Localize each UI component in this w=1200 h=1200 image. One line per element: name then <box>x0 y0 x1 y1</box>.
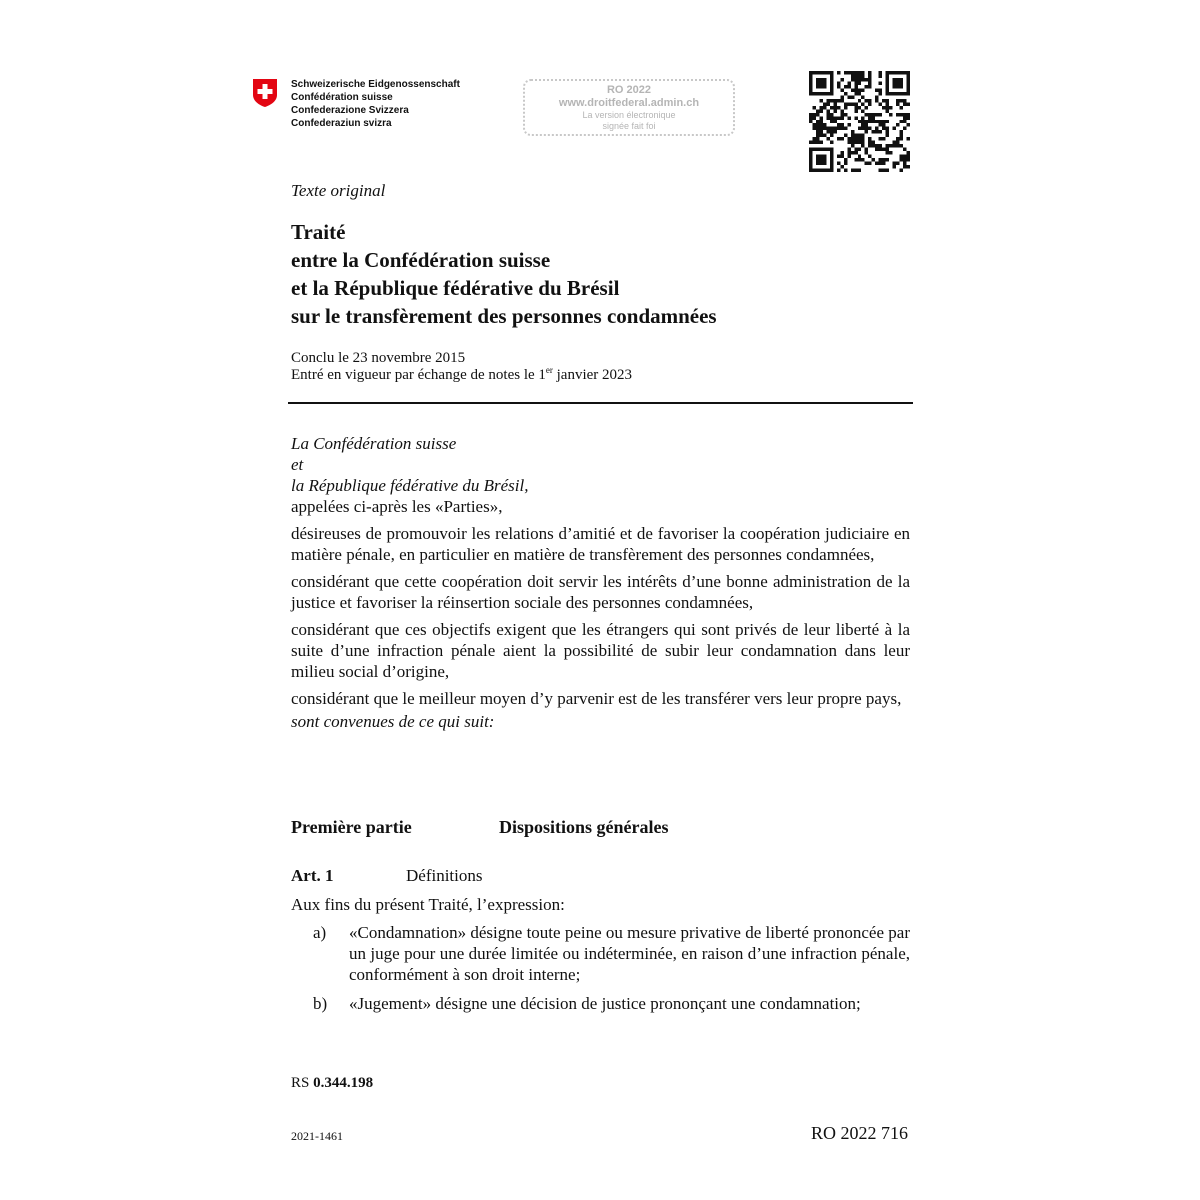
stamp-note-2: signée fait foi <box>602 121 656 131</box>
preamble <box>291 433 910 732</box>
party-1: La Confédération suisse <box>291 434 457 453</box>
title-line-3: et la République fédérative du Brésil <box>291 276 620 300</box>
article-title: Définitions <box>406 866 483 885</box>
federation-name-it: Confederazione Svizzera <box>291 105 409 116</box>
stamp-url: www.droitfederal.admin.ch <box>558 97 700 109</box>
definition-list <box>313 922 910 1022</box>
treaty-dates <box>291 350 632 384</box>
list-item <box>313 993 910 1014</box>
stamp-ro: RO 2022 <box>606 84 652 96</box>
title-line-4: sur le transfèrement des personnes condamnées <box>291 304 717 328</box>
swiss-cross-shield-icon <box>252 78 278 108</box>
title-line-1: Traité <box>291 220 346 244</box>
stamp-note-1: La version électronique <box>582 110 676 120</box>
divider <box>288 402 913 404</box>
document-reference: 2021-1461 <box>291 1129 343 1143</box>
consideration: considérant que cette coopération doit servir les intérêts d’une bonne administration de la justice et favoriser la réinsertion sociale des personnes condamnées, <box>291 572 910 612</box>
electronic-version-stamp <box>523 79 735 136</box>
part-heading <box>291 817 669 838</box>
list-item-text: «Condamnation» désigne toute peine ou mesure privative de liberté prononcée par un juge pour une durée limitée ou indéterminée, en raison d’une infraction pénale, conformément à son droit interne; <box>349 923 910 984</box>
list-item-label: b) <box>313 994 328 1013</box>
federation-names <box>291 78 460 130</box>
page-title <box>291 218 717 330</box>
document-label: Texte original <box>291 181 386 200</box>
part-title: Dispositions générales <box>499 817 669 837</box>
parties-definition: appelées ci-après les «Parties», <box>291 497 503 516</box>
article-heading <box>291 866 483 886</box>
consideration: considérant que ces objectifs exigent que les étrangers qui sont privés de leur liberté à la suite d’une infraction pénale aient la possibilité de subir leur condamnation dans leur milieu social d’origine, <box>291 620 910 681</box>
title-line-2: entre la Confédération suisse <box>291 248 551 272</box>
federation-name-rm: Confederaziun svizra <box>291 118 392 129</box>
party-conjunction: et <box>291 455 304 474</box>
agreement-statement: sont convenues de ce qui suit: <box>291 712 495 731</box>
list-item-label: a) <box>313 923 327 942</box>
list-item-text: «Jugement» désigne une décision de justice prononçant une condamnation; <box>349 994 861 1013</box>
federation-name-fr: Confédération suisse <box>291 92 393 103</box>
consideration: désireuses de promouvoir les relations d’amitié et de favoriser la coopération judiciaire en matière pénale, en particulier en matière de transfèrement des personnes condamnées, <box>291 524 910 564</box>
consideration: considérant que le meilleur moyen d’y parvenir est de les transférer vers leur propre pays, <box>291 689 902 708</box>
article-number: Art. 1 <box>291 866 334 885</box>
list-item <box>313 922 910 985</box>
federation-name-de: Schweizerische Eidgenossenschaft <box>291 79 460 90</box>
concluded-date: Conclu le 23 novembre 2015 <box>291 350 466 366</box>
article-intro: Aux fins du présent Traité, l’expression: <box>291 895 565 914</box>
party-2: la République fédérative du Brésil, <box>291 476 529 495</box>
part-number: Première partie <box>291 817 412 837</box>
in-force-date: Entré en vigueur par échange de notes le 1er janvier 2023 <box>291 365 633 383</box>
rs-reference: RS 0.344.198 <box>291 1075 374 1091</box>
ro-reference: RO 2022 716 <box>811 1123 909 1143</box>
qr-code-icon <box>809 71 910 172</box>
